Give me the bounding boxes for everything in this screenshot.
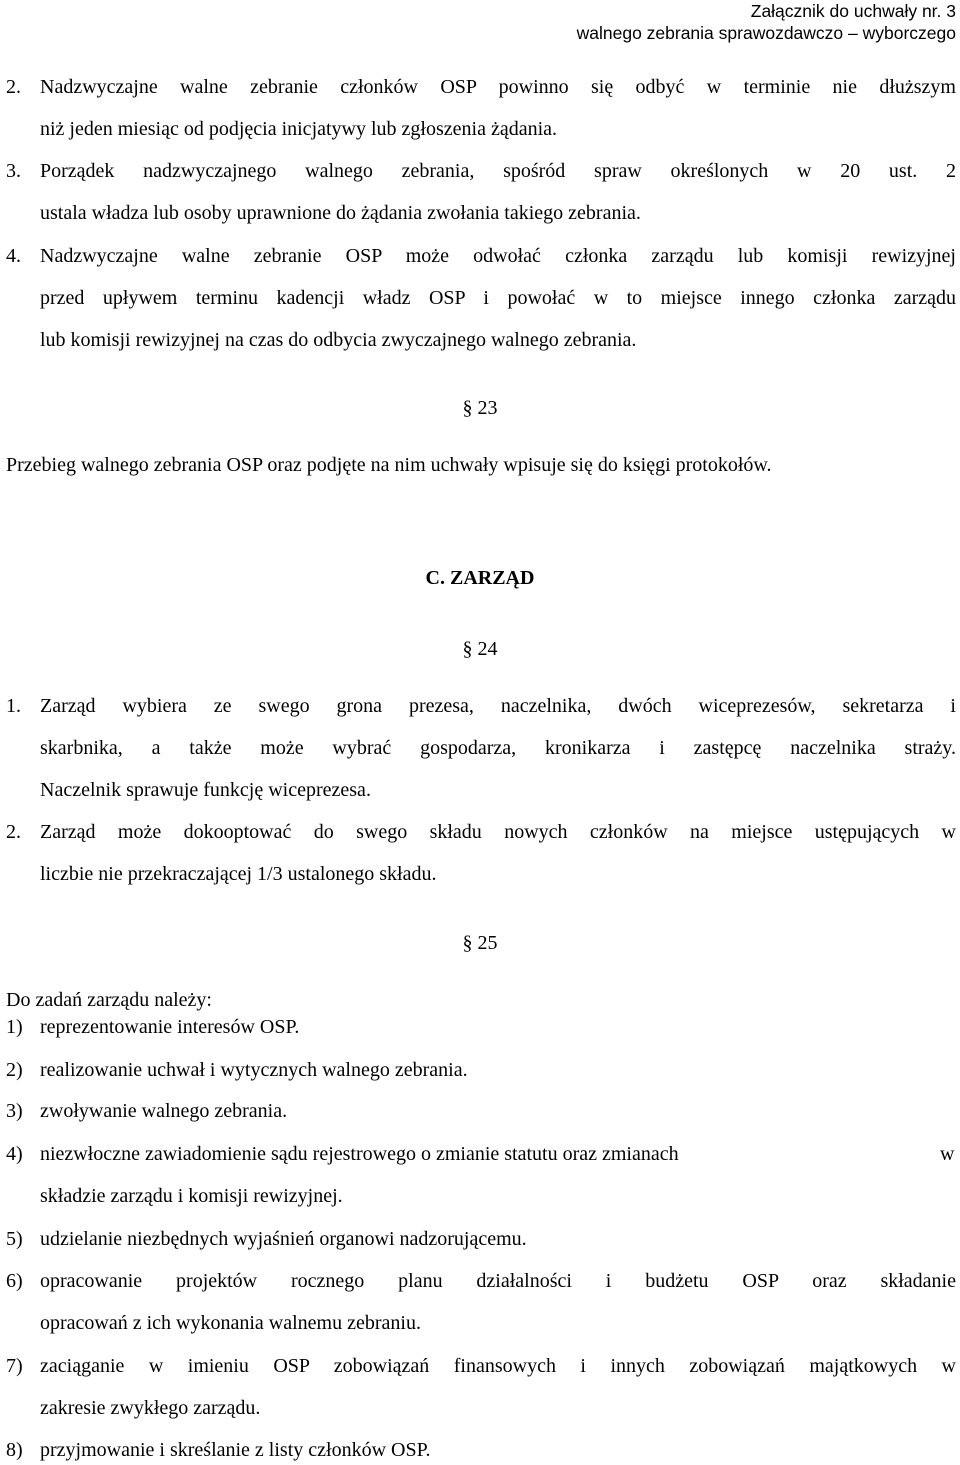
item-number: 2. [6, 821, 21, 843]
paragraph-line: Naczelnik sprawuje funkcję wiceprezesa. [40, 779, 371, 801]
paragraph-23-text: Przebieg walnego zebrania OSP oraz podjęte na nim uchwały wpisuje się do księgi protokołów. [6, 454, 772, 476]
list-line: zwoływanie walnego zebrania. [40, 1100, 288, 1122]
list-line-trailing-word: w [940, 1143, 955, 1165]
paragraph-line: przed upływem terminu kadencji władz OSP i powołać w to miejsce innego członka zarządu [40, 287, 956, 309]
paragraph-line: lub komisji rewizyjnej na czas do odbycia zwyczajnego walnego zebrania. [40, 329, 637, 351]
list-line: udzielanie niezbędnych wyjaśnień organowi nadzorującemu. [40, 1228, 527, 1250]
list-number: 7) [6, 1355, 23, 1377]
list-number: 2) [6, 1059, 23, 1081]
list-number: 6) [6, 1270, 23, 1292]
paragraph-line: Porządek nadzwyczajnego walnego zebrania, spośród spraw określonych w 20 ust. 2 [40, 160, 956, 182]
document-header [577, 0, 956, 44]
section-heading-zarzad: C. ZARZĄD [425, 567, 535, 589]
list-line: reprezentowanie interesów OSP. [40, 1016, 300, 1038]
section-mark-24: § 24 [462, 638, 498, 660]
paragraph-line: Zarząd może dokooptować do swego składu nowych członków na miejsce ustępujących w [40, 821, 956, 843]
paragraph-line: niż jeden miesiąc od podjęcia inicjatywy lub zgłoszenia żądania. [40, 118, 558, 140]
item-number: 2. [6, 76, 21, 98]
list-line: zaciąganie w imieniu OSP zobowiązań finansowych i innych zobowiązań majątkowych w [40, 1355, 956, 1377]
item-number: 4. [6, 245, 21, 267]
list-number: 8) [6, 1439, 23, 1461]
paragraph-line: Zarząd wybiera ze swego grona prezesa, naczelnika, dwóch wiceprezesów, sekretarza i [40, 695, 956, 717]
header-attachment-title: Załącznik do uchwały nr. 3 [750, 1, 956, 21]
section-mark-23: § 23 [462, 397, 498, 419]
list-line: realizowanie uchwał i wytycznych walnego zebrania. [40, 1059, 468, 1081]
header-meeting-name: walnego zebrania sprawozdawczo – wyborczego [576, 23, 956, 43]
list-number: 3) [6, 1100, 23, 1122]
item-number: 3. [6, 160, 21, 182]
paragraph-line: ustala władza lub osoby uprawnione do żądania zwołania takiego zebrania. [40, 202, 641, 224]
list-line: składzie zarządu i komisji rewizyjnej. [40, 1185, 343, 1207]
item-number: 1. [6, 695, 21, 717]
list-number: 1) [6, 1016, 23, 1038]
list-line: przyjmowanie i skreślanie z listy członków OSP. [40, 1439, 431, 1461]
list-number: 5) [6, 1228, 23, 1250]
paragraph-line: liczbie nie przekraczającej 1/3 ustalonego składu. [40, 863, 437, 885]
paragraph-25-intro: Do zadań zarządu należy: [6, 989, 212, 1011]
list-number: 4) [6, 1143, 23, 1165]
list-line: opracowanie projektów rocznego planu działalności i budżetu OSP oraz składanie [40, 1270, 956, 1292]
paragraph-line: Nadzwyczajne walne zebranie OSP może odwołać członka zarządu lub komisji rewizyjnej [40, 245, 956, 267]
section-mark-25: § 25 [462, 932, 498, 954]
list-line: opracowań z ich wykonania walnemu zebraniu. [40, 1312, 421, 1334]
list-line: niezwłoczne zawiadomienie sądu rejestrowego o zmianie statutu oraz zmianach [40, 1143, 679, 1165]
paragraph-line: skarbnika, a także może wybrać gospodarza, kronikarza i zastępcę naczelnika straży. [40, 737, 956, 759]
paragraph-line: Nadzwyczajne walne zebranie członków OSP powinno się odbyć w terminie nie dłuższym [40, 76, 956, 98]
list-line: zakresie zwykłego zarządu. [40, 1397, 261, 1419]
